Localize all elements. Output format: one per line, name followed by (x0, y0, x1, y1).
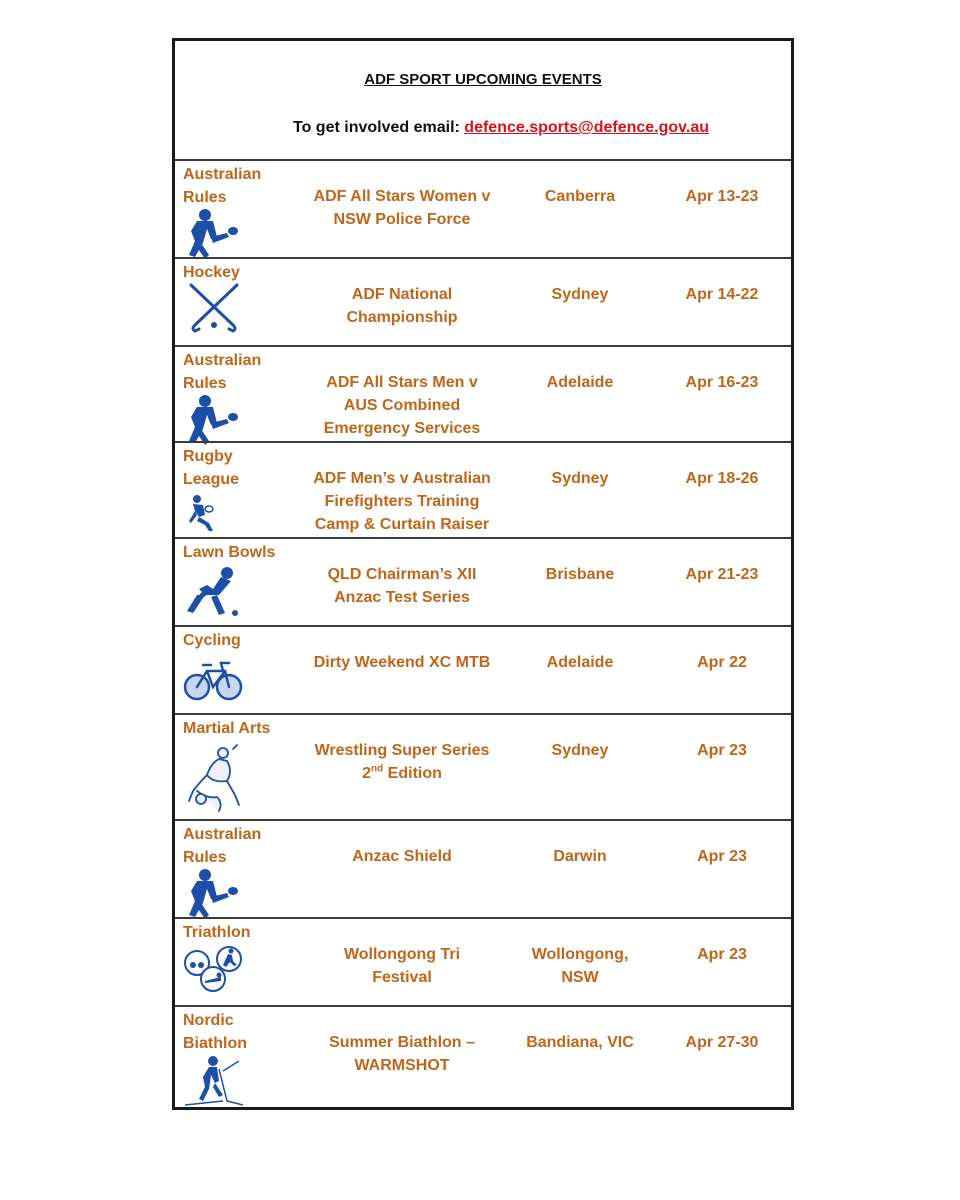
event-date: Apr 23 (697, 848, 747, 865)
triathlon-rings-icon (183, 941, 245, 995)
sport-name: Nordic Biathlon (183, 1012, 247, 1052)
event-name: Wollongong Tri Festival (343, 946, 461, 986)
event-row (175, 441, 791, 537)
page-title: ADF SPORT UPCOMING EVENTS (364, 71, 602, 88)
email-link[interactable]: defence.sports@defence.gov.au (464, 119, 709, 136)
event-name: ADF All Stars Women v NSW Police Force (313, 188, 491, 228)
event-row (175, 537, 791, 625)
event-date: Apr 16-23 (685, 374, 759, 391)
sport-name: Australian Rules (183, 166, 262, 206)
email-line (293, 119, 709, 137)
sport-name: Australian Rules (183, 826, 262, 866)
sheet-header (175, 41, 791, 161)
event-row (175, 819, 791, 917)
event-date: Apr 21-23 (685, 566, 759, 583)
event-row (175, 713, 791, 819)
event-row (175, 257, 791, 345)
event-row (175, 345, 791, 441)
event-location: Darwin (553, 848, 607, 865)
football-kick-icon (183, 207, 245, 261)
event-name: ADF Men’s v Australian Firefighters Training Camp & Curtain Raiser (313, 470, 491, 533)
event-date: Apr 23 (697, 946, 747, 963)
event-location: Brisbane (545, 566, 615, 583)
events-sheet (172, 38, 794, 1110)
football-kick-icon (183, 867, 245, 921)
event-location: Wollongong, NSW (531, 946, 629, 986)
hockey-sticks-icon (183, 281, 245, 335)
event-row (175, 1005, 791, 1107)
sport-name: Martial Arts (183, 720, 271, 737)
football-kick-icon (183, 393, 245, 447)
event-row (175, 159, 791, 257)
sport-name: Rugby League (183, 448, 240, 488)
event-name: ADF All Stars Men v AUS Combined Emergency Services (323, 374, 481, 437)
event-date: Apr 13-23 (685, 188, 759, 205)
event-row (175, 917, 791, 1005)
bicycle-icon (183, 653, 245, 707)
event-location: Adelaide (546, 374, 614, 391)
skier-icon (183, 1055, 245, 1109)
sport-name: Hockey (183, 264, 240, 281)
sport-name: Cycling (183, 632, 241, 649)
sport-name: Lawn Bowls (183, 544, 276, 561)
email-prefix: To get involved email: (293, 119, 465, 136)
event-name: ADF National Championship (346, 286, 458, 326)
event-row (175, 625, 791, 713)
event-name: Anzac Shield (352, 848, 452, 865)
sport-name: Australian Rules (183, 352, 262, 392)
sport-name: Triathlon (183, 924, 251, 941)
rugby-player-icon (183, 493, 223, 533)
event-name: Dirty Weekend XC MTB (313, 654, 491, 671)
event-date: Apr 18-26 (685, 470, 759, 487)
event-location: Sydney (551, 470, 609, 487)
lawn-bowler-icon (183, 565, 245, 619)
event-name: QLD Chairman’s XII Anzac Test Series (327, 566, 477, 606)
event-location: Canberra (544, 188, 616, 205)
wrestlers-icon (183, 743, 245, 815)
event-date: Apr 14-22 (685, 286, 759, 303)
event-location: Sydney (551, 286, 609, 303)
event-location: Bandiana, VIC (526, 1034, 634, 1051)
event-name: Wrestling Super Series 2nd Edition (314, 742, 490, 782)
event-date: Apr 22 (697, 654, 747, 671)
event-location: Adelaide (546, 654, 614, 671)
event-date: Apr 27-30 (685, 1034, 759, 1051)
event-date: Apr 23 (697, 742, 747, 759)
event-name: Summer Biathlon – WARMSHOT (329, 1034, 475, 1074)
event-location: Sydney (551, 742, 609, 759)
